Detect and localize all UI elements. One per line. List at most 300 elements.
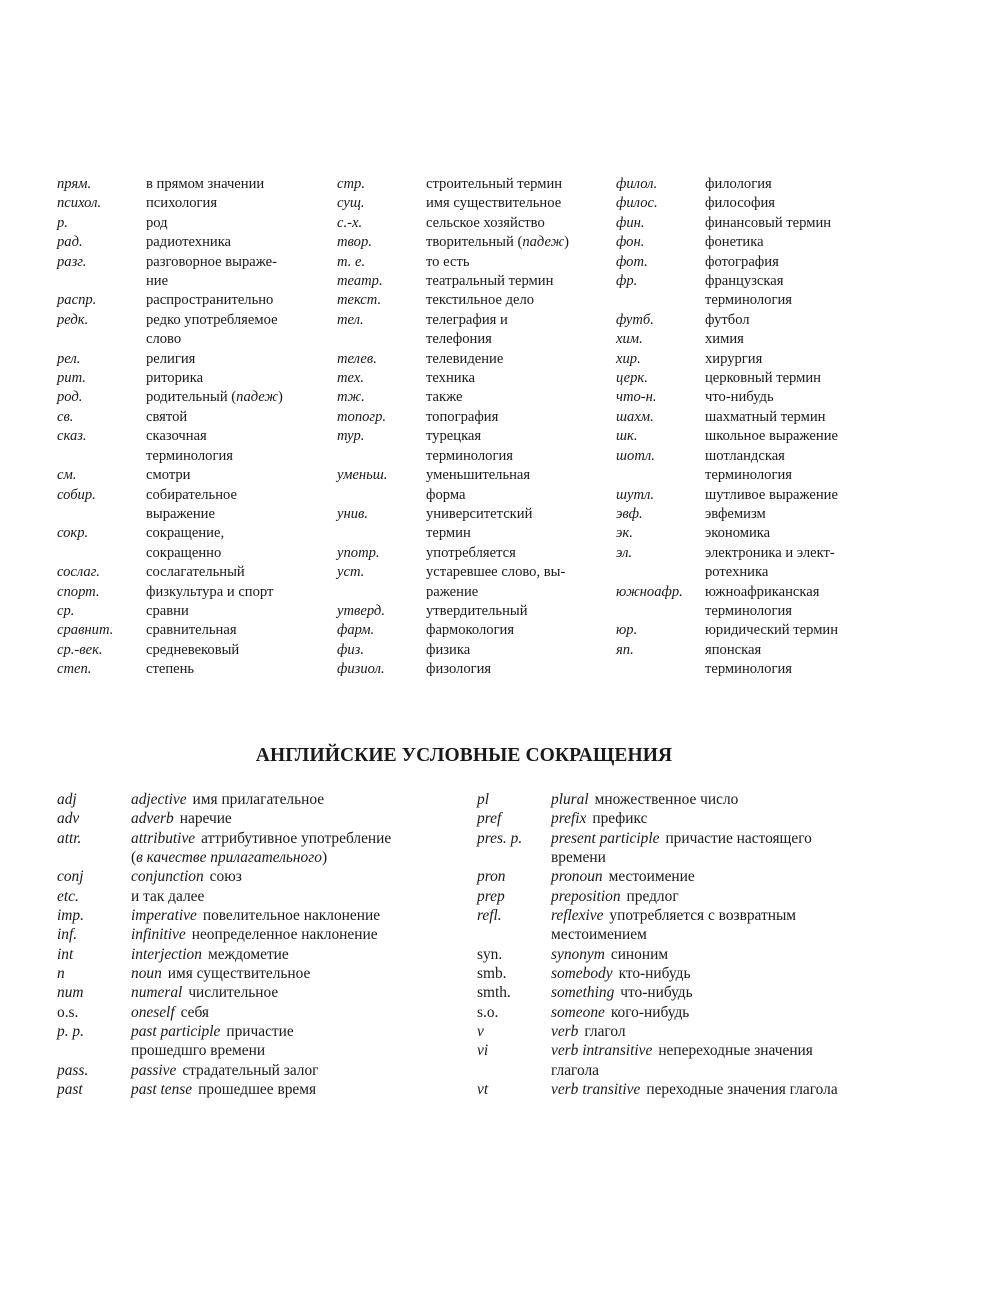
abbreviation: род. <box>57 389 83 406</box>
abbreviation-meaning: сельское хозяйство <box>426 214 545 231</box>
abbreviation-row <box>616 253 896 272</box>
abbreviation-row <box>616 175 896 194</box>
abbreviation: футб. <box>616 311 654 328</box>
abbreviation-row <box>57 466 337 485</box>
abbreviation-row <box>616 524 896 543</box>
abbreviation <box>477 1061 551 1080</box>
abbreviation: v <box>477 1023 484 1041</box>
abbreviation-meaning: то есть <box>426 253 470 270</box>
abbreviation-row <box>616 447 896 466</box>
abbreviation-row <box>477 906 897 925</box>
abbreviation-meaning: собирательное <box>146 486 237 503</box>
abbreviation-row <box>337 583 617 602</box>
abbreviation-row <box>57 867 477 886</box>
abbreviation-row <box>337 233 617 252</box>
abbreviation: past <box>57 1081 83 1099</box>
abbreviation-meaning: японская <box>705 641 762 658</box>
abbreviation-meaning <box>131 983 477 1002</box>
abbreviation-meaning: хирургия <box>705 350 763 367</box>
abbreviation-row <box>57 983 477 1002</box>
abbreviation-row <box>337 641 617 660</box>
abbreviation: сослаг. <box>57 564 100 581</box>
english-term: verb intransitive <box>551 1042 653 1060</box>
english-term: oneself <box>131 1003 175 1021</box>
english-term: pronoun <box>551 868 603 886</box>
abbreviation: int <box>57 945 74 963</box>
abbreviation-row <box>57 602 337 621</box>
abbreviation-row <box>337 524 617 543</box>
abbreviation-meaning <box>131 829 477 848</box>
abbreviation-meaning: телефония <box>426 331 492 348</box>
abbreviation-row <box>337 563 617 582</box>
abbreviation-meaning: сокращенно <box>146 544 222 561</box>
abbreviation-row <box>616 233 896 252</box>
abbreviation-meaning: телевидение <box>426 350 504 367</box>
abbreviation: p. p. <box>57 1023 84 1041</box>
abbreviation-meaning <box>131 906 477 925</box>
abbreviation-row <box>616 194 896 213</box>
english-term: passive <box>131 1061 177 1079</box>
abbreviation <box>616 291 705 310</box>
russian-translation: причастие <box>226 1023 294 1041</box>
abbreviation-row <box>57 544 337 563</box>
abbreviation: филос. <box>616 195 658 212</box>
abbreviation: театр. <box>337 273 383 290</box>
abbreviation-meaning: философия <box>705 195 775 212</box>
abbreviation: шк. <box>616 428 638 445</box>
russian-translation: глагола <box>551 1061 599 1079</box>
english-term: adverb <box>131 810 174 828</box>
russian-translation: себя <box>180 1003 209 1021</box>
abbreviation-meaning: религия <box>146 350 196 367</box>
abbreviation-row <box>616 291 896 310</box>
abbreviation-row <box>57 214 337 233</box>
abbreviation-row <box>616 272 896 291</box>
abbreviation-row <box>477 1041 897 1060</box>
abbreviation-meaning: психология <box>146 195 218 212</box>
abbreviation-row <box>57 660 337 679</box>
abbreviation-meaning: риторика <box>146 370 204 387</box>
abbreviation-meaning: строительный термин <box>426 176 563 192</box>
abbreviation: тел. <box>337 311 364 328</box>
abbreviation-meaning: утвердительный <box>426 602 528 619</box>
russian-translation: числительное <box>188 984 279 1002</box>
abbreviation: ср. <box>57 602 75 619</box>
abbreviation: шотл. <box>616 447 655 464</box>
abbreviation-meaning: юридический термин <box>705 622 839 639</box>
abbreviation-meaning: что-нибудь <box>705 389 774 406</box>
abbreviation-row <box>616 660 896 679</box>
abbreviation: attr. <box>57 829 82 847</box>
abbreviation: южноафр. <box>616 583 683 600</box>
abbreviation-meaning <box>551 790 897 809</box>
abbreviation-meaning: физология <box>426 661 492 678</box>
abbreviation-row <box>616 505 896 524</box>
abbreviation-row <box>477 1080 897 1099</box>
abbreviation-row <box>337 602 617 621</box>
abbreviation-row <box>477 848 897 867</box>
english-term: interjection <box>131 945 202 963</box>
abbreviation: спорт. <box>57 583 100 600</box>
abbreviation-meaning: сказочная <box>146 428 207 445</box>
abbreviation: vi <box>477 1042 489 1060</box>
abbreviation <box>57 447 146 466</box>
abbreviation-meaning: текстильное дело <box>426 292 535 309</box>
english-term: attributive <box>131 829 196 847</box>
russian-translation: времени <box>551 849 606 867</box>
abbreviation <box>337 447 426 466</box>
english-term: past tense <box>131 1081 193 1099</box>
abbreviation-row <box>57 388 337 407</box>
abbreviation: num <box>57 984 84 1002</box>
abbreviation-meaning: уменьшительная <box>426 467 531 484</box>
abbreviation-meaning <box>551 964 897 983</box>
abbreviation-row <box>616 466 896 485</box>
abbreviation: ср.-век. <box>57 641 103 658</box>
abbreviation-meaning: южноафриканская <box>705 583 820 600</box>
abbreviation-row <box>477 964 897 983</box>
abbreviation <box>477 925 551 944</box>
abbreviation-row <box>477 983 897 1002</box>
abbreviation-row <box>477 945 897 964</box>
abbreviation: телев. <box>337 350 377 367</box>
abbreviation-meaning: разговорное выраже- <box>146 253 277 270</box>
abbreviation-meaning: сослагательный <box>146 564 245 581</box>
abbreviation-meaning <box>131 1061 477 1080</box>
abbreviation-meaning: университетский <box>426 505 533 522</box>
russian-translation: кто-нибудь <box>618 965 691 983</box>
abbreviation: рит. <box>57 370 86 387</box>
abbreviation-meaning <box>551 829 897 848</box>
russian-translation: местоимение <box>608 868 695 886</box>
abbreviation-row <box>57 925 477 944</box>
abbreviation: см. <box>57 467 77 484</box>
abbreviation-meaning: ние <box>146 273 169 290</box>
english-term: verb transitive <box>551 1081 641 1099</box>
english-term: present participle <box>551 829 660 847</box>
abbreviation-row <box>616 602 896 621</box>
abbreviation-meaning: топография <box>426 408 499 425</box>
abbreviation: церк. <box>616 370 648 387</box>
abbreviation: юр. <box>616 622 638 639</box>
russian-translation: союз <box>209 868 242 886</box>
abbreviation-meaning <box>551 1080 897 1099</box>
abbreviation-meaning <box>551 809 897 828</box>
abbreviation-row <box>337 660 617 679</box>
abbreviation-row <box>57 1003 477 1022</box>
abbreviation-row <box>616 408 896 427</box>
abbreviation-meaning: форма <box>426 486 466 503</box>
abbreviation-meaning: сравни <box>146 602 189 619</box>
english-term: adjective <box>131 791 187 808</box>
section-title: АНГЛИЙСКИЕ УСЛОВНЫЕ СОКРАЩЕНИЯ <box>255 745 673 766</box>
abbreviation <box>337 486 426 505</box>
english-term: somebody <box>551 965 613 983</box>
russian-translation: что-нибудь <box>620 984 693 1002</box>
abbreviation-row <box>616 641 896 660</box>
russian-translation: предлог <box>626 887 679 905</box>
russian-translation: глагол <box>584 1023 626 1041</box>
abbreviation-row <box>477 887 897 906</box>
abbreviation: редк. <box>57 311 89 328</box>
abbreviation: o.s. <box>57 1003 79 1021</box>
abbreviation: conj <box>57 868 84 886</box>
abbreviation <box>337 524 426 543</box>
abbreviation-meaning: распространительно <box>146 292 274 309</box>
abbreviation: smth. <box>477 984 511 1002</box>
abbreviation-row <box>57 175 337 194</box>
english-term: reflexive <box>551 907 604 925</box>
english-term: synonym <box>551 945 605 963</box>
abbreviation-row <box>477 829 897 848</box>
russian-translation: кого-нибудь <box>610 1003 690 1021</box>
abbreviation-row <box>57 964 477 983</box>
abbreviation: сокр. <box>57 525 89 542</box>
english-term: something <box>551 984 615 1002</box>
abbreviation-meaning: турецкая <box>426 428 482 445</box>
russian-translation: аттрибутивное употребление <box>201 829 392 847</box>
abbreviation-row <box>337 505 617 524</box>
abbreviation: уменьш. <box>337 467 388 484</box>
russian-translation: повелительное наклонение <box>202 907 381 925</box>
abbreviation: прям. <box>57 176 92 192</box>
abbreviation: syn. <box>477 945 503 963</box>
abbreviation-meaning <box>131 945 477 964</box>
abbreviation-meaning: шутливое выражение <box>705 486 838 503</box>
abbreviation: adj <box>57 791 77 808</box>
abbreviation: smb. <box>477 965 507 983</box>
abbreviation-meaning: терминология <box>426 447 513 464</box>
english-term: noun <box>131 965 162 983</box>
english-term: past participle <box>131 1023 221 1041</box>
en-column-2 <box>477 790 897 1100</box>
abbreviation <box>616 466 705 485</box>
russian-translation: имя прилагательное <box>192 791 325 808</box>
abbreviation-row <box>57 887 477 906</box>
abbreviation-row <box>477 925 897 944</box>
abbreviation-row <box>57 408 337 427</box>
abbreviation-meaning: редко употребляемое <box>146 311 278 328</box>
abbreviation: adv <box>57 810 80 828</box>
abbreviation: pref <box>477 810 502 828</box>
abbreviation-meaning: эвфемизм <box>705 505 766 522</box>
abbreviation: яп. <box>616 641 634 658</box>
abbreviation: тур. <box>337 428 365 445</box>
abbreviation-row <box>616 330 896 349</box>
abbreviation-row <box>337 486 617 505</box>
english-term: imperative <box>131 907 197 925</box>
abbreviation-meaning: род <box>146 214 168 231</box>
abbreviation-row <box>57 350 337 369</box>
abbreviation-row <box>57 447 337 466</box>
abbreviation: хим. <box>616 331 643 348</box>
abbreviation-meaning: терминология <box>705 661 792 678</box>
abbreviation: фин. <box>616 214 645 231</box>
abbreviation-meaning: выражение <box>146 505 215 522</box>
abbreviation-row <box>616 544 896 563</box>
abbreviation-row <box>337 427 617 446</box>
english-term: someone <box>551 1003 605 1021</box>
abbreviation: inf. <box>57 926 78 944</box>
abbreviation: vt <box>477 1081 489 1099</box>
english-term: conjunction <box>131 868 204 886</box>
abbreviation-row <box>57 621 337 640</box>
abbreviation: распр. <box>57 292 97 309</box>
russian-translation: префикс <box>592 810 648 828</box>
abbreviation-meaning <box>551 983 897 1002</box>
russian-translation: причастие настоящего <box>665 829 812 847</box>
abbreviation: что-н. <box>616 389 657 406</box>
abbreviation-meaning: церковный термин <box>705 370 821 387</box>
abbreviation: твор. <box>337 234 372 251</box>
abbreviation-row <box>57 524 337 543</box>
abbreviation: pron <box>477 868 506 886</box>
russian-translation: страдательный залог <box>182 1061 319 1079</box>
abbreviation <box>57 272 146 291</box>
abbreviation-row <box>337 291 617 310</box>
abbreviation-row <box>337 621 617 640</box>
abbreviation: филол. <box>616 176 658 192</box>
abbreviation-row <box>337 408 617 427</box>
abbreviation-meaning: школьное выражение <box>705 428 838 445</box>
abbreviation-meaning <box>551 1061 897 1080</box>
abbreviation-row <box>57 272 337 291</box>
russian-translation: синоним <box>610 945 669 963</box>
abbreviation-row <box>337 369 617 388</box>
abbreviation <box>616 660 705 679</box>
abbreviation <box>57 544 146 563</box>
abbreviation-meaning <box>131 790 477 809</box>
abbreviation: эл. <box>616 544 633 561</box>
abbreviation <box>57 505 146 524</box>
abbreviation-meaning: терминология <box>705 602 792 619</box>
abbreviation-row <box>616 621 896 640</box>
russian-translation: прошедшго времени <box>131 1042 266 1060</box>
russian-translation: неопределенное наклонение <box>191 926 378 944</box>
abbreviation-row <box>337 466 617 485</box>
abbreviation-row <box>57 1022 477 1041</box>
abbreviation <box>477 848 551 867</box>
abbreviation-meaning: химия <box>705 331 744 348</box>
abbreviation-row <box>337 175 617 194</box>
abbreviation-row <box>616 388 896 407</box>
abbreviation-meaning: радиотехника <box>146 234 232 251</box>
abbreviation: фот. <box>616 253 648 270</box>
abbreviation-meaning: экономика <box>705 525 771 542</box>
abbreviation-meaning: терминология <box>146 447 233 464</box>
abbreviation <box>337 330 426 349</box>
abbreviation-row <box>337 350 617 369</box>
abbreviation: сущ. <box>337 195 365 212</box>
abbreviation-meaning: французская <box>705 273 784 290</box>
abbreviation-row <box>57 486 337 505</box>
ru-column-1 <box>57 175 337 680</box>
abbreviation-meaning: фотография <box>705 253 779 270</box>
abbreviation-meaning: фонетика <box>705 234 764 251</box>
abbreviation: сказ. <box>57 428 87 445</box>
english-term: verb <box>551 1023 579 1041</box>
abbreviation: физ. <box>337 641 364 658</box>
abbreviation: эк. <box>616 525 633 542</box>
abbreviation-meaning: фармокология <box>426 622 515 639</box>
abbreviation-row <box>57 641 337 660</box>
abbreviation: рад. <box>57 234 83 251</box>
abbreviation-row <box>616 583 896 602</box>
abbreviation-row <box>57 829 477 848</box>
abbreviation-row <box>57 194 337 213</box>
abbreviation-row <box>337 447 617 466</box>
abbreviation-meaning: театральный термин <box>426 273 554 290</box>
abbreviation: разг. <box>57 253 87 270</box>
abbreviation-meaning: финансовый термин <box>705 214 832 231</box>
abbreviation: р. <box>57 214 68 231</box>
abbreviation-row <box>57 1061 477 1080</box>
abbreviation-meaning <box>131 1003 477 1022</box>
russian-translation: и так далее <box>131 887 205 905</box>
abbreviation <box>57 330 146 349</box>
abbreviation: уст. <box>337 564 365 581</box>
abbreviation-meaning <box>551 1003 897 1022</box>
abbreviation-meaning <box>551 887 897 906</box>
abbreviation: хир. <box>616 350 641 367</box>
abbreviation: унив. <box>337 505 368 522</box>
abbreviation <box>57 848 131 867</box>
abbreviation-row <box>477 1003 897 1022</box>
abbreviation-row <box>616 369 896 388</box>
abbreviation-row <box>477 1022 897 1041</box>
abbreviation: imp. <box>57 907 84 925</box>
russian-translation: (в качестве прилагательного) <box>131 849 328 867</box>
abbreviation-meaning <box>551 945 897 964</box>
abbreviation-meaning <box>131 848 477 867</box>
abbreviation-meaning: техника <box>426 370 475 387</box>
abbreviation-row <box>57 505 337 524</box>
abbreviation: степ. <box>57 661 92 678</box>
abbreviation-meaning: ражение <box>426 583 479 600</box>
abbreviation-meaning: телеграфия и <box>426 311 508 328</box>
russian-translation: употребляется с возвратным <box>609 907 797 925</box>
english-term: numeral <box>131 984 183 1002</box>
abbreviation-row <box>616 563 896 582</box>
abbreviation-meaning: терминология <box>705 292 792 309</box>
abbreviation-row <box>57 311 337 330</box>
abbreviation-meaning: также <box>426 389 463 406</box>
abbreviation-row <box>57 906 477 925</box>
abbreviation-row <box>337 253 617 272</box>
abbreviation: св. <box>57 408 74 425</box>
abbreviation: etc. <box>57 887 79 905</box>
abbreviation-meaning <box>131 887 477 906</box>
russian-translation: местоимением <box>551 926 647 944</box>
abbreviation-row <box>57 233 337 252</box>
abbreviation-meaning <box>551 925 897 944</box>
abbreviation-meaning: шахматный термин <box>705 408 826 425</box>
abbreviation-meaning: средневековый <box>146 641 240 658</box>
abbreviation-meaning: филология <box>705 176 772 192</box>
abbreviation: т. е. <box>337 253 366 270</box>
abbreviation-meaning <box>131 925 477 944</box>
abbreviation: эвф. <box>616 505 643 522</box>
abbreviation-meaning: физика <box>426 641 471 658</box>
abbreviation <box>337 583 426 602</box>
russian-translation: междометие <box>207 945 289 963</box>
abbreviation-meaning: футбол <box>705 311 750 328</box>
russian-translation: прошедшее время <box>198 1081 317 1099</box>
abbreviation-row <box>616 350 896 369</box>
abbreviation-meaning: физкультура и спорт <box>146 583 274 600</box>
abbreviation-row <box>337 388 617 407</box>
abbreviation: шахм. <box>616 408 654 425</box>
